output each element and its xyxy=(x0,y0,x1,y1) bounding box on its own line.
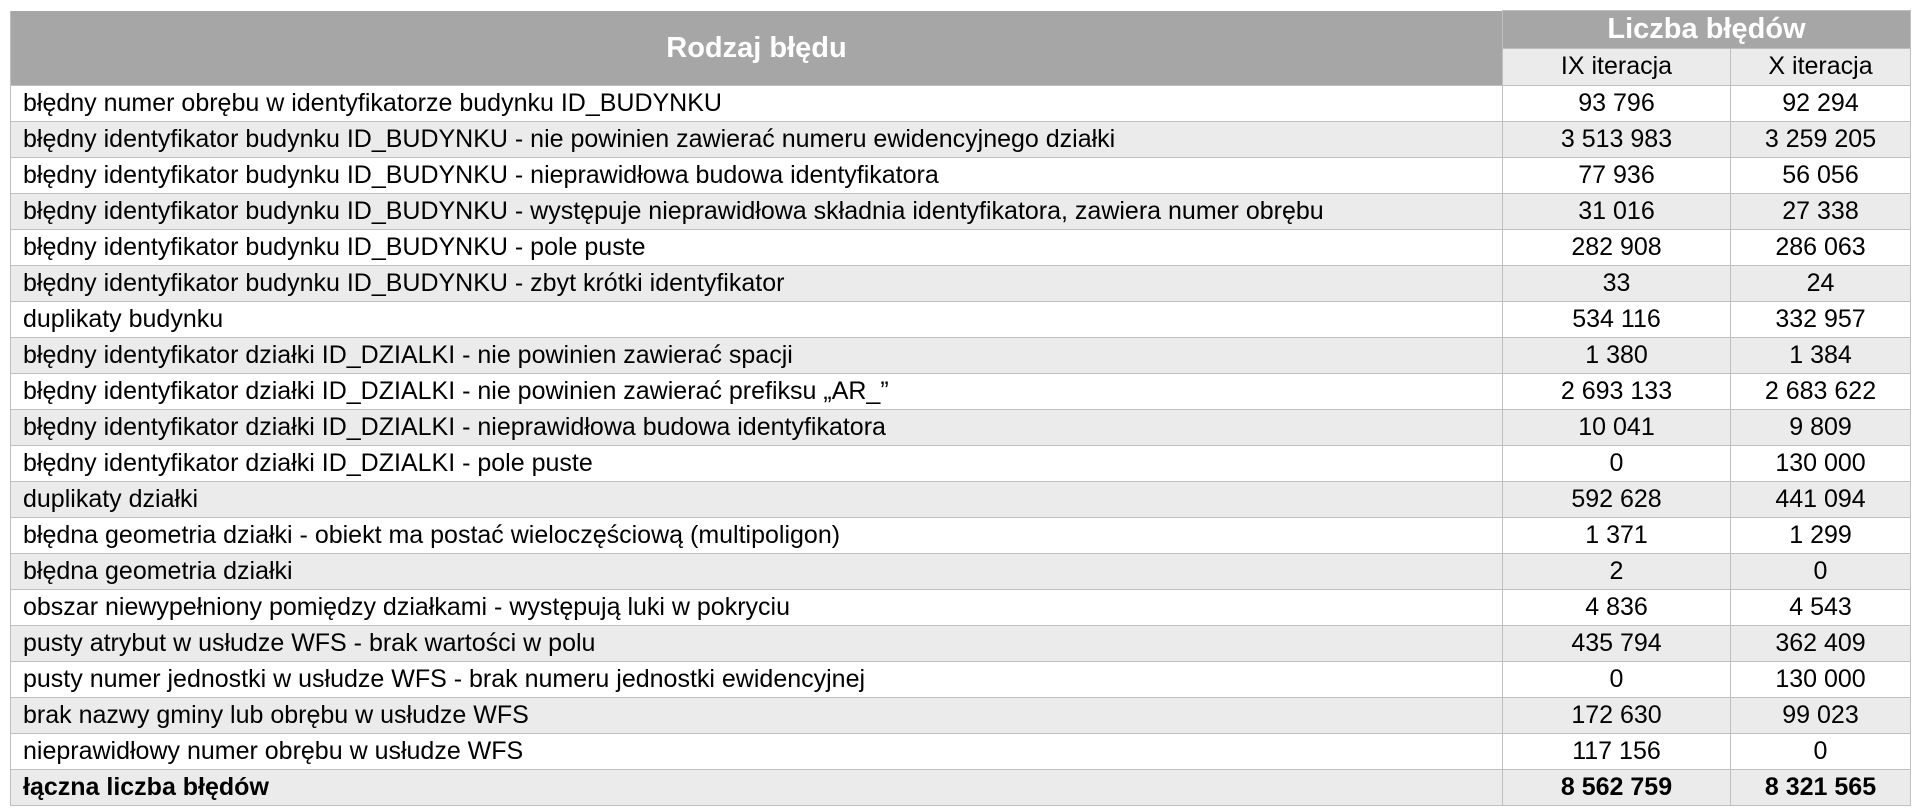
header-error-count: Liczba błędów xyxy=(1503,11,1911,49)
iteration-10-count-cell: 1 384 xyxy=(1731,338,1911,374)
table-body xyxy=(11,86,1911,806)
iteration-9-count-cell: 0 xyxy=(1503,662,1731,698)
iteration-9-count-cell: 534 116 xyxy=(1503,302,1731,338)
table-row xyxy=(11,230,1911,266)
iteration-9-count-cell: 282 908 xyxy=(1503,230,1731,266)
iteration-9-count-cell: 1 380 xyxy=(1503,338,1731,374)
table-row xyxy=(11,86,1911,122)
table-row xyxy=(11,734,1911,770)
header-iteration-9: IX iteracja xyxy=(1503,48,1731,86)
iteration-10-count-cell: 130 000 xyxy=(1731,446,1911,482)
error-type-cell: duplikaty budynku xyxy=(11,302,1503,338)
iteration-10-count-cell: 286 063 xyxy=(1731,230,1911,266)
table-row xyxy=(11,482,1911,518)
iteration-10-count-cell: 0 xyxy=(1731,554,1911,590)
error-table-container xyxy=(10,10,1910,806)
table-row xyxy=(11,446,1911,482)
iteration-10-count-cell: 3 259 205 xyxy=(1731,122,1911,158)
iteration-10-count-cell: 2 683 622 xyxy=(1731,374,1911,410)
error-type-cell: błędny identyfikator działki ID_DZIALKI - nie powinien zawierać spacji xyxy=(11,338,1503,374)
iteration-9-count-cell: 3 513 983 xyxy=(1503,122,1731,158)
table-header xyxy=(11,11,1911,86)
table-row xyxy=(11,266,1911,302)
table-row xyxy=(11,302,1911,338)
iteration-10-count-cell: 92 294 xyxy=(1731,86,1911,122)
error-type-cell: błędny identyfikator budynku ID_BUDYNKU - nieprawidłowa budowa identyfikatora xyxy=(11,158,1503,194)
error-type-cell: łączna liczba błędów xyxy=(11,770,1503,806)
iteration-10-count-cell: 1 299 xyxy=(1731,518,1911,554)
error-type-cell: błędny identyfikator działki ID_DZIALKI - nie powinien zawierać prefiksu „AR_” xyxy=(11,374,1503,410)
iteration-9-count-cell: 33 xyxy=(1503,266,1731,302)
table-row xyxy=(11,194,1911,230)
error-type-cell: błędny identyfikator budynku ID_BUDYNKU - występuje nieprawidłowa składnia identyfikatora, zawiera numer obrębu xyxy=(11,194,1503,230)
error-type-cell: brak nazwy gminy lub obrębu w usłudze WFS xyxy=(11,698,1503,734)
iteration-10-count-cell: 441 094 xyxy=(1731,482,1911,518)
iteration-9-count-cell: 8 562 759 xyxy=(1503,770,1731,806)
iteration-9-count-cell: 1 371 xyxy=(1503,518,1731,554)
iteration-10-count-cell: 130 000 xyxy=(1731,662,1911,698)
table-row xyxy=(11,518,1911,554)
iteration-9-count-cell: 10 041 xyxy=(1503,410,1731,446)
iteration-9-count-cell: 2 xyxy=(1503,554,1731,590)
table-row xyxy=(11,410,1911,446)
error-type-cell: nieprawidłowy numer obrębu w usłudze WFS xyxy=(11,734,1503,770)
error-type-cell: pusty atrybut w usłudze WFS - brak wartości w polu xyxy=(11,626,1503,662)
iteration-9-count-cell: 31 016 xyxy=(1503,194,1731,230)
error-table xyxy=(10,10,1911,806)
table-row xyxy=(11,626,1911,662)
iteration-10-count-cell: 9 809 xyxy=(1731,410,1911,446)
error-type-cell: błędny numer obrębu w identyfikatorze budynku ID_BUDYNKU xyxy=(11,86,1503,122)
iteration-9-count-cell: 2 693 133 xyxy=(1503,374,1731,410)
header-iteration-10: X iteracja xyxy=(1731,48,1911,86)
error-type-cell: błędny identyfikator działki ID_DZIALKI - nieprawidłowa budowa identyfikatora xyxy=(11,410,1503,446)
header-error-type: Rodzaj błędu xyxy=(11,11,1503,86)
error-type-cell: błędny identyfikator budynku ID_BUDYNKU - zbyt krótki identyfikator xyxy=(11,266,1503,302)
iteration-10-count-cell: 99 023 xyxy=(1731,698,1911,734)
iteration-9-count-cell: 435 794 xyxy=(1503,626,1731,662)
iteration-9-count-cell: 172 630 xyxy=(1503,698,1731,734)
iteration-10-count-cell: 4 543 xyxy=(1731,590,1911,626)
error-type-cell: błędny identyfikator budynku ID_BUDYNKU - pole puste xyxy=(11,230,1503,266)
error-type-cell: obszar niewypełniony pomiędzy działkami - występują luki w pokryciu xyxy=(11,590,1503,626)
iteration-10-count-cell: 332 957 xyxy=(1731,302,1911,338)
table-row xyxy=(11,662,1911,698)
iteration-9-count-cell: 93 796 xyxy=(1503,86,1731,122)
iteration-9-count-cell: 592 628 xyxy=(1503,482,1731,518)
error-type-cell: błędna geometria działki xyxy=(11,554,1503,590)
table-row xyxy=(11,698,1911,734)
table-row xyxy=(11,338,1911,374)
iteration-10-count-cell: 24 xyxy=(1731,266,1911,302)
iteration-10-count-cell: 0 xyxy=(1731,734,1911,770)
iteration-9-count-cell: 0 xyxy=(1503,446,1731,482)
table-row xyxy=(11,590,1911,626)
iteration-9-count-cell: 117 156 xyxy=(1503,734,1731,770)
error-type-cell: błędny identyfikator budynku ID_BUDYNKU - nie powinien zawierać numeru ewidencyjnego działki xyxy=(11,122,1503,158)
error-type-cell: błędny identyfikator działki ID_DZIALKI - pole puste xyxy=(11,446,1503,482)
table-row xyxy=(11,122,1911,158)
error-type-cell: duplikaty działki xyxy=(11,482,1503,518)
table-row xyxy=(11,374,1911,410)
iteration-10-count-cell: 27 338 xyxy=(1731,194,1911,230)
table-row xyxy=(11,158,1911,194)
iteration-10-count-cell: 362 409 xyxy=(1731,626,1911,662)
iteration-10-count-cell: 8 321 565 xyxy=(1731,770,1911,806)
total-row xyxy=(11,770,1911,806)
error-type-cell: pusty numer jednostki w usłudze WFS - brak numeru jednostki ewidencyjnej xyxy=(11,662,1503,698)
table-row xyxy=(11,554,1911,590)
iteration-9-count-cell: 4 836 xyxy=(1503,590,1731,626)
iteration-9-count-cell: 77 936 xyxy=(1503,158,1731,194)
error-type-cell: błędna geometria działki - obiekt ma postać wieloczęściową (multipoligon) xyxy=(11,518,1503,554)
iteration-10-count-cell: 56 056 xyxy=(1731,158,1911,194)
